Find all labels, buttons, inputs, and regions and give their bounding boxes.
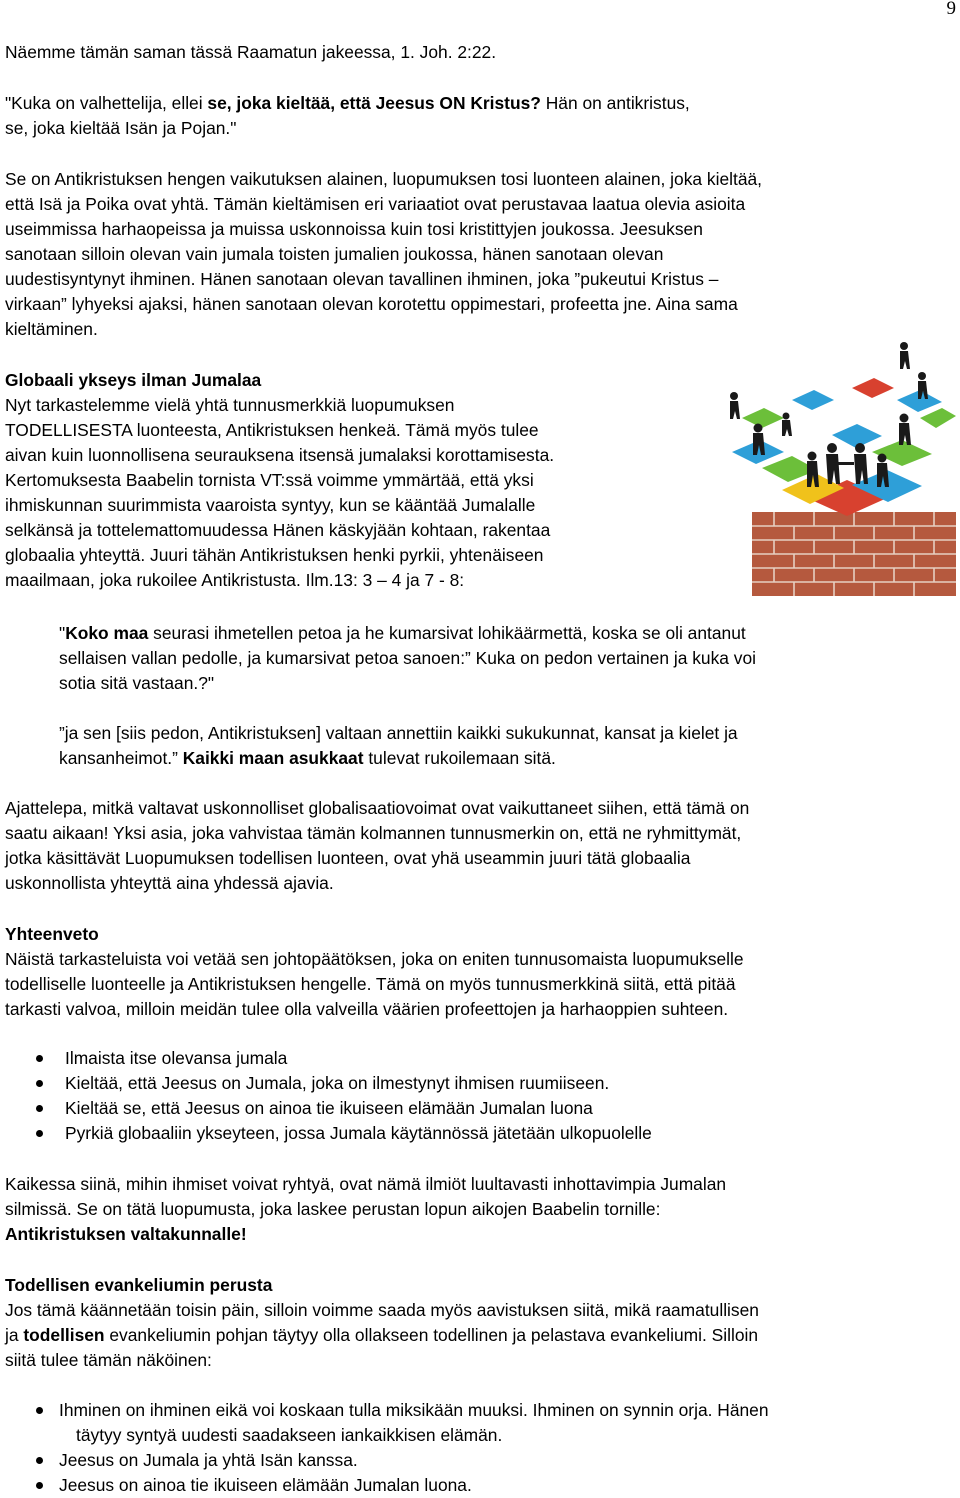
list-item: Pyrkiä globaaliin ykseyteen, jossa Jumala käytännössä jätetään ulkopuolelle [65,1123,652,1143]
quote-2-line-3: sotia sitä vastaan.?" [59,673,215,693]
section-3-line-1: Jos tämä käännetään toisin päin, silloin voimme saada myös aavistuksen siitä, mikä raamatullisen [5,1300,759,1320]
paragraph-intro: Näemme tämän saman tässä Raamatun jakeessa, 1. Joh. 2:22. [5,42,497,62]
bullet-dot [36,1080,43,1087]
list-item: Jeesus on Jumala ja yhtä Isän kanssa. [59,1450,358,1470]
puzzle-people-illustration [722,340,956,596]
bullet-dot [36,1055,43,1062]
puzzle-pieces [732,378,956,516]
heading-summary: Yhteenveto [5,924,99,944]
quote-3-line-1: ”ja sen [siis pedon, Antikristuksen] valtaan annettiin kaikki sukukunnat, kansat ja kielet ja [59,723,738,743]
brick-wall [752,512,956,596]
list-item-continuation: täytyy syntyä uudesti saadakseen iankaikkisen elämän. [76,1425,503,1445]
list-item: Kieltää, että Jeesus on Jumala, joka on ilmestynyt ihmisen ruumiiseen. [65,1073,610,1093]
quote-2-line-2: sellaisen vallan pedolle, ja kumarsivat petoa sanoen:” Kuka on pedon vertainen ja kuka voi [59,648,757,668]
quote-2-line-1: "Koko maa seurasi ihmetellen petoa ja he kumarsivat lohikäärmettä, koska se oli antanut [59,623,746,643]
bullet-dot [36,1407,43,1414]
quote-3-line-2: kansanheimot.” Kaikki maan asukkaat tulevat rukoilemaan sitä. [59,748,556,768]
heading-global-unity: Globaali ykseys ilman Jumalaa [5,370,262,390]
section-3-line-3: siitä tulee tämän näköinen: [5,1350,212,1370]
list-item: Ilmaista itse olevansa jumala [65,1048,288,1068]
bullet-dot [36,1457,43,1464]
list-item: Ihminen on ihminen eikä voi koskaan tulla miksikään muuksi. Ihminen on synnin orja. Hänen [59,1400,769,1420]
quote-1-line-2: se, joka kieltää Isän ja Pojan." [5,118,237,138]
page-number: 9 [946,0,956,19]
list-item: Kieltää se, että Jeesus on ainoa tie ikuiseen elämään Jumalan luona [65,1098,593,1118]
paragraph-4-emphasis: Antikristuksen valtakunnalle! [5,1224,247,1244]
paragraph-4-line-2: silmissä. Se on tätä luopumusta, joka laskee perustan lopun aikojen Baabelin tornille: [5,1199,661,1219]
bullet-dot [36,1482,43,1489]
list-item: Jeesus on ainoa tie ikuiseen elämään Jumalan luona. [59,1475,472,1495]
bullet-dot [36,1105,43,1112]
paragraph-4-line-1: Kaikessa siinä, mihin ihmiset voivat ryhtyä, ovat nämä ilmiöt luultavasti inhottavimpia Jumalan [5,1174,727,1194]
quote-1-line-1: "Kuka on valhettelija, ellei se, joka kieltää, että Jeesus ON Kristus? Hän on antikristus, [5,93,690,113]
section-3-line-2: ja todellisen evankeliumin pohjan täytyy olla ollakseen todellinen ja pelastava evankeliumi. Silloin [5,1325,759,1345]
heading-true-gospel: Todellisen evankeliumin perusta [5,1275,273,1295]
bullet-dot [36,1130,43,1137]
